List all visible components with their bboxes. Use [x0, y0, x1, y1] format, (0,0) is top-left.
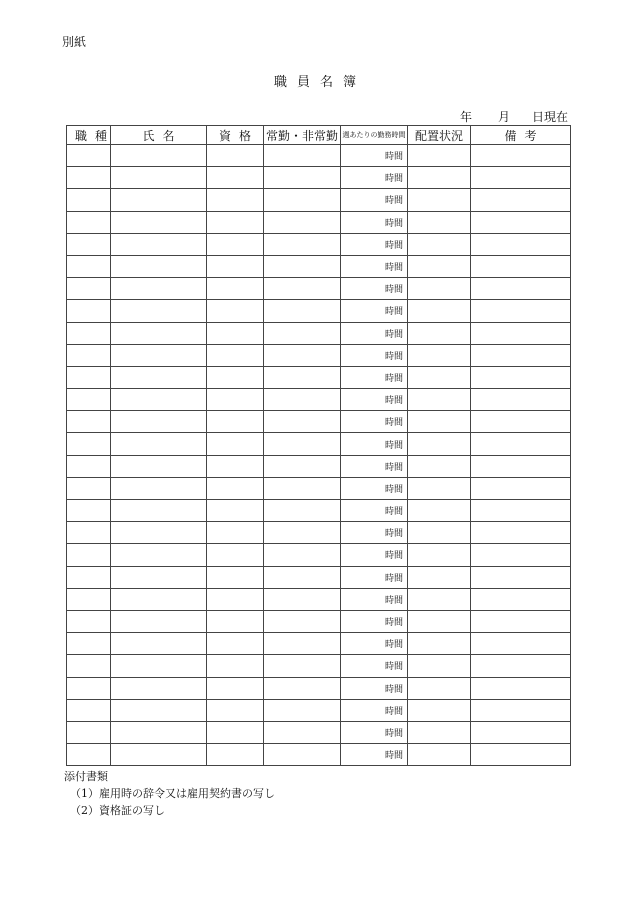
- cell-assignment-status: [408, 366, 471, 388]
- cell-weekly-hours: 時間: [341, 721, 408, 743]
- cell-job-type: [67, 189, 111, 211]
- day-current-label: 日現在: [532, 110, 569, 124]
- cell-name: [111, 300, 207, 322]
- cell-name: [111, 366, 207, 388]
- cell-employment-type: [264, 300, 341, 322]
- cell-remarks: [471, 633, 571, 655]
- cell-employment-type: [264, 344, 341, 366]
- cell-assignment-status: [408, 322, 471, 344]
- cell-assignment-status: [408, 344, 471, 366]
- cell-job-type: [67, 322, 111, 344]
- cell-weekly-hours: 時間: [341, 189, 408, 211]
- cell-qualification: [207, 344, 264, 366]
- cell-remarks: [471, 389, 571, 411]
- cell-employment-type: [264, 433, 341, 455]
- cell-weekly-hours: 時間: [341, 500, 408, 522]
- cell-remarks: [471, 721, 571, 743]
- cell-weekly-hours: 時間: [341, 522, 408, 544]
- table-row: [67, 699, 571, 721]
- cell-remarks: [471, 233, 571, 255]
- cell-employment-type: [264, 278, 341, 300]
- cell-remarks: [471, 655, 571, 677]
- cell-weekly-hours: 時間: [341, 167, 408, 189]
- cell-remarks: [471, 610, 571, 632]
- cell-job-type: [67, 145, 111, 167]
- cell-name: [111, 588, 207, 610]
- table-row: [67, 389, 571, 411]
- cell-job-type: [67, 633, 111, 655]
- cell-assignment-status: [408, 566, 471, 588]
- cell-job-type: [67, 300, 111, 322]
- cell-weekly-hours: 時間: [341, 566, 408, 588]
- cell-assignment-status: [408, 633, 471, 655]
- cell-qualification: [207, 477, 264, 499]
- cell-job-type: [67, 278, 111, 300]
- cell-remarks: [471, 699, 571, 721]
- attachment-item: （1）雇用時の辞令又は雇用契約書の写し: [70, 787, 275, 800]
- cell-name: [111, 455, 207, 477]
- cell-employment-type: [264, 211, 341, 233]
- cell-employment-type: [264, 588, 341, 610]
- cell-job-type: [67, 233, 111, 255]
- cell-weekly-hours: 時間: [341, 633, 408, 655]
- cell-qualification: [207, 411, 264, 433]
- cell-assignment-status: [408, 744, 471, 766]
- table-row: [67, 167, 571, 189]
- cell-qualification: [207, 300, 264, 322]
- cell-assignment-status: [408, 189, 471, 211]
- table-row: [67, 233, 571, 255]
- cell-job-type: [67, 566, 111, 588]
- cell-remarks: [471, 300, 571, 322]
- cell-employment-type: [264, 189, 341, 211]
- cell-job-type: [67, 500, 111, 522]
- cell-remarks: [471, 145, 571, 167]
- table-row: [67, 145, 571, 167]
- cell-job-type: [67, 389, 111, 411]
- header-qualification: 資格: [207, 126, 264, 145]
- cell-remarks: [471, 566, 571, 588]
- table-body: [67, 145, 571, 766]
- header-assignment-status: 配置状況: [408, 126, 471, 145]
- cell-job-type: [67, 544, 111, 566]
- table-row: [67, 655, 571, 677]
- cell-weekly-hours: 時間: [341, 322, 408, 344]
- cell-qualification: [207, 167, 264, 189]
- cell-job-type: [67, 699, 111, 721]
- cell-name: [111, 655, 207, 677]
- table-row: [67, 522, 571, 544]
- cell-employment-type: [264, 699, 341, 721]
- cell-remarks: [471, 322, 571, 344]
- table-row: [67, 255, 571, 277]
- cell-assignment-status: [408, 255, 471, 277]
- cell-employment-type: [264, 389, 341, 411]
- cell-qualification: [207, 255, 264, 277]
- cell-qualification: [207, 455, 264, 477]
- cell-remarks: [471, 366, 571, 388]
- table-row: [67, 433, 571, 455]
- cell-assignment-status: [408, 278, 471, 300]
- cell-remarks: [471, 167, 571, 189]
- cell-job-type: [67, 655, 111, 677]
- cell-weekly-hours: 時間: [341, 699, 408, 721]
- cell-employment-type: [264, 500, 341, 522]
- cell-qualification: [207, 522, 264, 544]
- cell-weekly-hours: 時間: [341, 389, 408, 411]
- cell-name: [111, 522, 207, 544]
- cell-assignment-status: [408, 233, 471, 255]
- header-employment-type: 常勤・非常勤: [264, 126, 341, 145]
- cell-employment-type: [264, 744, 341, 766]
- cell-qualification: [207, 500, 264, 522]
- cell-assignment-status: [408, 699, 471, 721]
- cell-name: [111, 500, 207, 522]
- table-row: [67, 211, 571, 233]
- cell-name: [111, 544, 207, 566]
- cell-name: [111, 278, 207, 300]
- cell-assignment-status: [408, 477, 471, 499]
- cell-remarks: [471, 278, 571, 300]
- cell-employment-type: [264, 145, 341, 167]
- cell-weekly-hours: 時間: [341, 411, 408, 433]
- table-row: [67, 455, 571, 477]
- cell-name: [111, 211, 207, 233]
- cell-assignment-status: [408, 500, 471, 522]
- cell-qualification: [207, 655, 264, 677]
- cell-job-type: [67, 167, 111, 189]
- cell-name: [111, 233, 207, 255]
- attachments-heading: 添付書類: [64, 770, 108, 783]
- cell-remarks: [471, 344, 571, 366]
- cell-employment-type: [264, 566, 341, 588]
- cell-job-type: [67, 721, 111, 743]
- cell-qualification: [207, 145, 264, 167]
- table-header-row: [67, 126, 571, 145]
- cell-name: [111, 633, 207, 655]
- cell-employment-type: [264, 677, 341, 699]
- cell-name: [111, 189, 207, 211]
- table-row: [67, 344, 571, 366]
- cell-name: [111, 433, 207, 455]
- cell-qualification: [207, 211, 264, 233]
- cell-assignment-status: [408, 588, 471, 610]
- cell-employment-type: [264, 477, 341, 499]
- cell-remarks: [471, 433, 571, 455]
- cell-name: [111, 344, 207, 366]
- cell-weekly-hours: 時間: [341, 211, 408, 233]
- cell-remarks: [471, 677, 571, 699]
- cell-qualification: [207, 544, 264, 566]
- cell-name: [111, 699, 207, 721]
- cell-name: [111, 145, 207, 167]
- cell-remarks: [471, 189, 571, 211]
- table-row: [67, 500, 571, 522]
- table-row: [67, 677, 571, 699]
- cell-employment-type: [264, 411, 341, 433]
- cell-assignment-status: [408, 211, 471, 233]
- cell-employment-type: [264, 610, 341, 632]
- cell-name: [111, 255, 207, 277]
- cell-employment-type: [264, 522, 341, 544]
- cell-assignment-status: [408, 145, 471, 167]
- cell-qualification: [207, 610, 264, 632]
- cell-job-type: [67, 455, 111, 477]
- cell-weekly-hours: 時間: [341, 233, 408, 255]
- cell-assignment-status: [408, 544, 471, 566]
- cell-job-type: [67, 477, 111, 499]
- table-row: [67, 744, 571, 766]
- cell-name: [111, 477, 207, 499]
- cell-weekly-hours: 時間: [341, 588, 408, 610]
- cell-name: [111, 721, 207, 743]
- table-row: [67, 610, 571, 632]
- cell-weekly-hours: 時間: [341, 433, 408, 455]
- cell-job-type: [67, 255, 111, 277]
- cell-weekly-hours: 時間: [341, 145, 408, 167]
- cell-name: [111, 610, 207, 632]
- cell-employment-type: [264, 655, 341, 677]
- attachments-section: [64, 768, 275, 819]
- cell-weekly-hours: 時間: [341, 455, 408, 477]
- cell-employment-type: [264, 366, 341, 388]
- cell-remarks: [471, 500, 571, 522]
- cell-employment-type: [264, 255, 341, 277]
- cell-qualification: [207, 433, 264, 455]
- month-label: 月: [498, 110, 511, 124]
- cell-assignment-status: [408, 433, 471, 455]
- cell-qualification: [207, 189, 264, 211]
- table-row: [67, 300, 571, 322]
- cell-weekly-hours: 時間: [341, 677, 408, 699]
- cell-employment-type: [264, 544, 341, 566]
- table-row: [67, 278, 571, 300]
- cell-assignment-status: [408, 167, 471, 189]
- cell-assignment-status: [408, 655, 471, 677]
- page-label: 別紙: [62, 35, 87, 49]
- cell-employment-type: [264, 233, 341, 255]
- cell-employment-type: [264, 721, 341, 743]
- cell-assignment-status: [408, 411, 471, 433]
- cell-weekly-hours: 時間: [341, 744, 408, 766]
- cell-assignment-status: [408, 389, 471, 411]
- cell-qualification: [207, 278, 264, 300]
- cell-job-type: [67, 677, 111, 699]
- year-label: 年: [460, 110, 473, 124]
- cell-job-type: [67, 366, 111, 388]
- table-row: [67, 721, 571, 743]
- cell-name: [111, 322, 207, 344]
- cell-job-type: [67, 211, 111, 233]
- cell-qualification: [207, 588, 264, 610]
- cell-assignment-status: [408, 721, 471, 743]
- cell-remarks: [471, 522, 571, 544]
- cell-name: [111, 411, 207, 433]
- date-line: [460, 108, 570, 124]
- cell-name: [111, 167, 207, 189]
- cell-employment-type: [264, 322, 341, 344]
- cell-weekly-hours: 時間: [341, 477, 408, 499]
- table-row: [67, 411, 571, 433]
- cell-assignment-status: [408, 300, 471, 322]
- cell-job-type: [67, 588, 111, 610]
- table-row: [67, 477, 571, 499]
- header-name: 氏名: [111, 126, 207, 145]
- header-weekly-hours: 週あたりの勤務時間: [341, 126, 408, 145]
- cell-job-type: [67, 610, 111, 632]
- cell-assignment-status: [408, 610, 471, 632]
- cell-remarks: [471, 744, 571, 766]
- cell-qualification: [207, 233, 264, 255]
- table-row: [67, 633, 571, 655]
- document-title: 職員名簿: [273, 75, 366, 90]
- cell-employment-type: [264, 633, 341, 655]
- cell-qualification: [207, 677, 264, 699]
- cell-assignment-status: [408, 455, 471, 477]
- cell-name: [111, 389, 207, 411]
- cell-name: [111, 566, 207, 588]
- cell-weekly-hours: 時間: [341, 655, 408, 677]
- cell-weekly-hours: 時間: [341, 278, 408, 300]
- cell-qualification: [207, 366, 264, 388]
- cell-job-type: [67, 411, 111, 433]
- cell-remarks: [471, 211, 571, 233]
- cell-name: [111, 677, 207, 699]
- table-row: [67, 366, 571, 388]
- cell-remarks: [471, 588, 571, 610]
- cell-job-type: [67, 433, 111, 455]
- table-row: [67, 322, 571, 344]
- cell-job-type: [67, 744, 111, 766]
- attachment-item: （2）資格証の写し: [70, 804, 165, 817]
- cell-assignment-status: [408, 677, 471, 699]
- cell-remarks: [471, 455, 571, 477]
- cell-job-type: [67, 522, 111, 544]
- cell-weekly-hours: 時間: [341, 544, 408, 566]
- cell-qualification: [207, 744, 264, 766]
- cell-remarks: [471, 255, 571, 277]
- cell-weekly-hours: 時間: [341, 366, 408, 388]
- cell-name: [111, 744, 207, 766]
- cell-weekly-hours: 時間: [341, 344, 408, 366]
- cell-assignment-status: [408, 522, 471, 544]
- header-job-type: 職種: [67, 126, 111, 145]
- cell-job-type: [67, 344, 111, 366]
- table-row: [67, 544, 571, 566]
- cell-weekly-hours: 時間: [341, 255, 408, 277]
- cell-remarks: [471, 544, 571, 566]
- cell-employment-type: [264, 167, 341, 189]
- header-remarks: 備考: [471, 126, 571, 145]
- cell-qualification: [207, 633, 264, 655]
- cell-qualification: [207, 699, 264, 721]
- cell-remarks: [471, 477, 571, 499]
- cell-weekly-hours: 時間: [341, 300, 408, 322]
- cell-qualification: [207, 389, 264, 411]
- cell-weekly-hours: 時間: [341, 610, 408, 632]
- cell-qualification: [207, 322, 264, 344]
- staff-roster-table: [66, 125, 571, 766]
- table-row: [67, 566, 571, 588]
- cell-employment-type: [264, 455, 341, 477]
- table-row: [67, 189, 571, 211]
- table-row: [67, 588, 571, 610]
- cell-qualification: [207, 566, 264, 588]
- cell-remarks: [471, 411, 571, 433]
- cell-qualification: [207, 721, 264, 743]
